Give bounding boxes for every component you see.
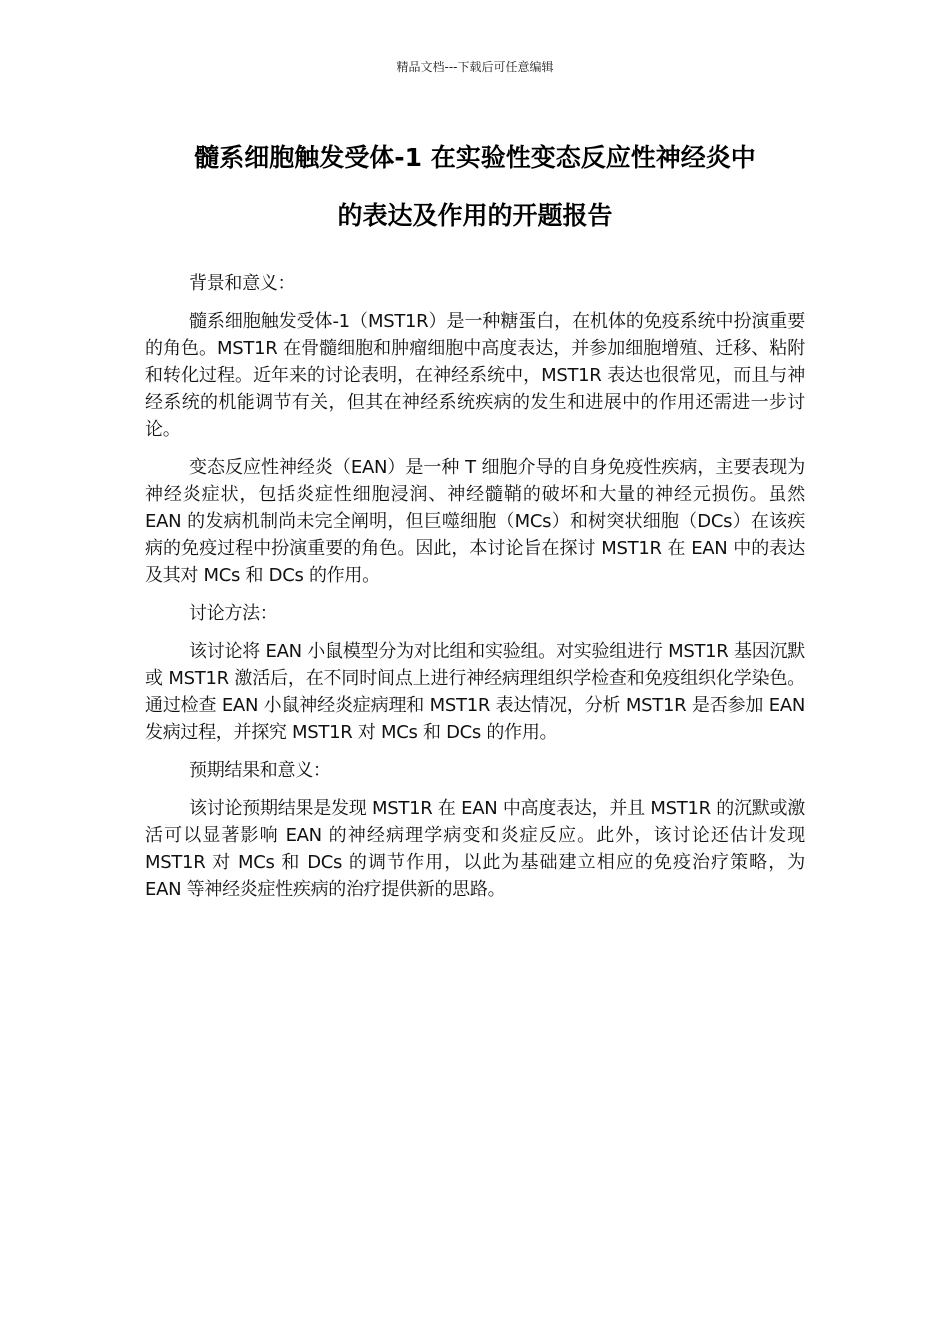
document-title-line-2: 的表达及作用的开题报告 <box>337 201 613 230</box>
header-note: 精品文档---下载后可任意编辑 <box>396 60 554 74</box>
paragraph-method-1: 该讨论将 EAN 小鼠模型分为对比组和实验组。对实验组进行 MST1R 基因沉默或 MST1R 激活后，在不同时间点上进行神经病理组织学检查和免疫组织化学染色。通过检查 EAN 小鼠神经炎症病理和 MST1R 表达情况，分析 MST1R 是否参加 EAN 发病过程，并探究 MST1R 对 MCs 和 DCs 的作用。 <box>145 641 805 743</box>
paragraph-result-1: 该讨论预期结果是发现 MST1R 在 EAN 中高度表达，并且 MST1R 的沉默或激活可以显著影响 EAN 的神经病理学病变和炎症反应。此外，该讨论还估计发现 MST1R 对 MCs 和 DCs 的调节作用，以此为基础建立相应的免疫治疗策略，为 EAN 等神经炎症性疾病的治疗提供新的思路。 <box>145 798 805 900</box>
document-body <box>145 270 805 914</box>
section-heading-background: 背景和意义： <box>189 273 296 294</box>
paragraph-background-2: 变态反应性神经炎（EAN）是一种 T 细胞介导的自身免疫性疾病，主要表现为神经炎症状，包括炎症性细胞浸润、神经髓鞘的破坏和大量的神经元损伤。虽然 EAN 的发病机制尚未完全阐明，但巨噬细胞（MCs）和树突状细胞（DCs）在该疾病的免疫过程中扮演重要的角色。因此，本讨论旨在探讨 MST1R 在 EAN 中的表达及其对 MCs 和 DCs 的作用。 <box>145 457 805 586</box>
document-title-line-1: 髓系细胞触发受体-1 在实验性变态反应性神经炎中 <box>194 143 756 172</box>
paragraph-background-1: 髓系细胞触发受体-1（MST1R）是一种糖蛋白，在机体的免疫系统中扮演重要的角色。MST1R 在骨髓细胞和肿瘤细胞中高度表达，并参加细胞增殖、迁移、粘附和转化过程。近年来的讨论表明，在神经系统中，MST1R 表达也很常见，而且与神经系统的机能调节有关，但其在神经系统疾病的发生和进展中的作用还需进一步讨论。 <box>145 311 805 440</box>
section-heading-result: 预期结果和意义： <box>189 760 331 781</box>
section-heading-method: 讨论方法： <box>189 603 278 624</box>
